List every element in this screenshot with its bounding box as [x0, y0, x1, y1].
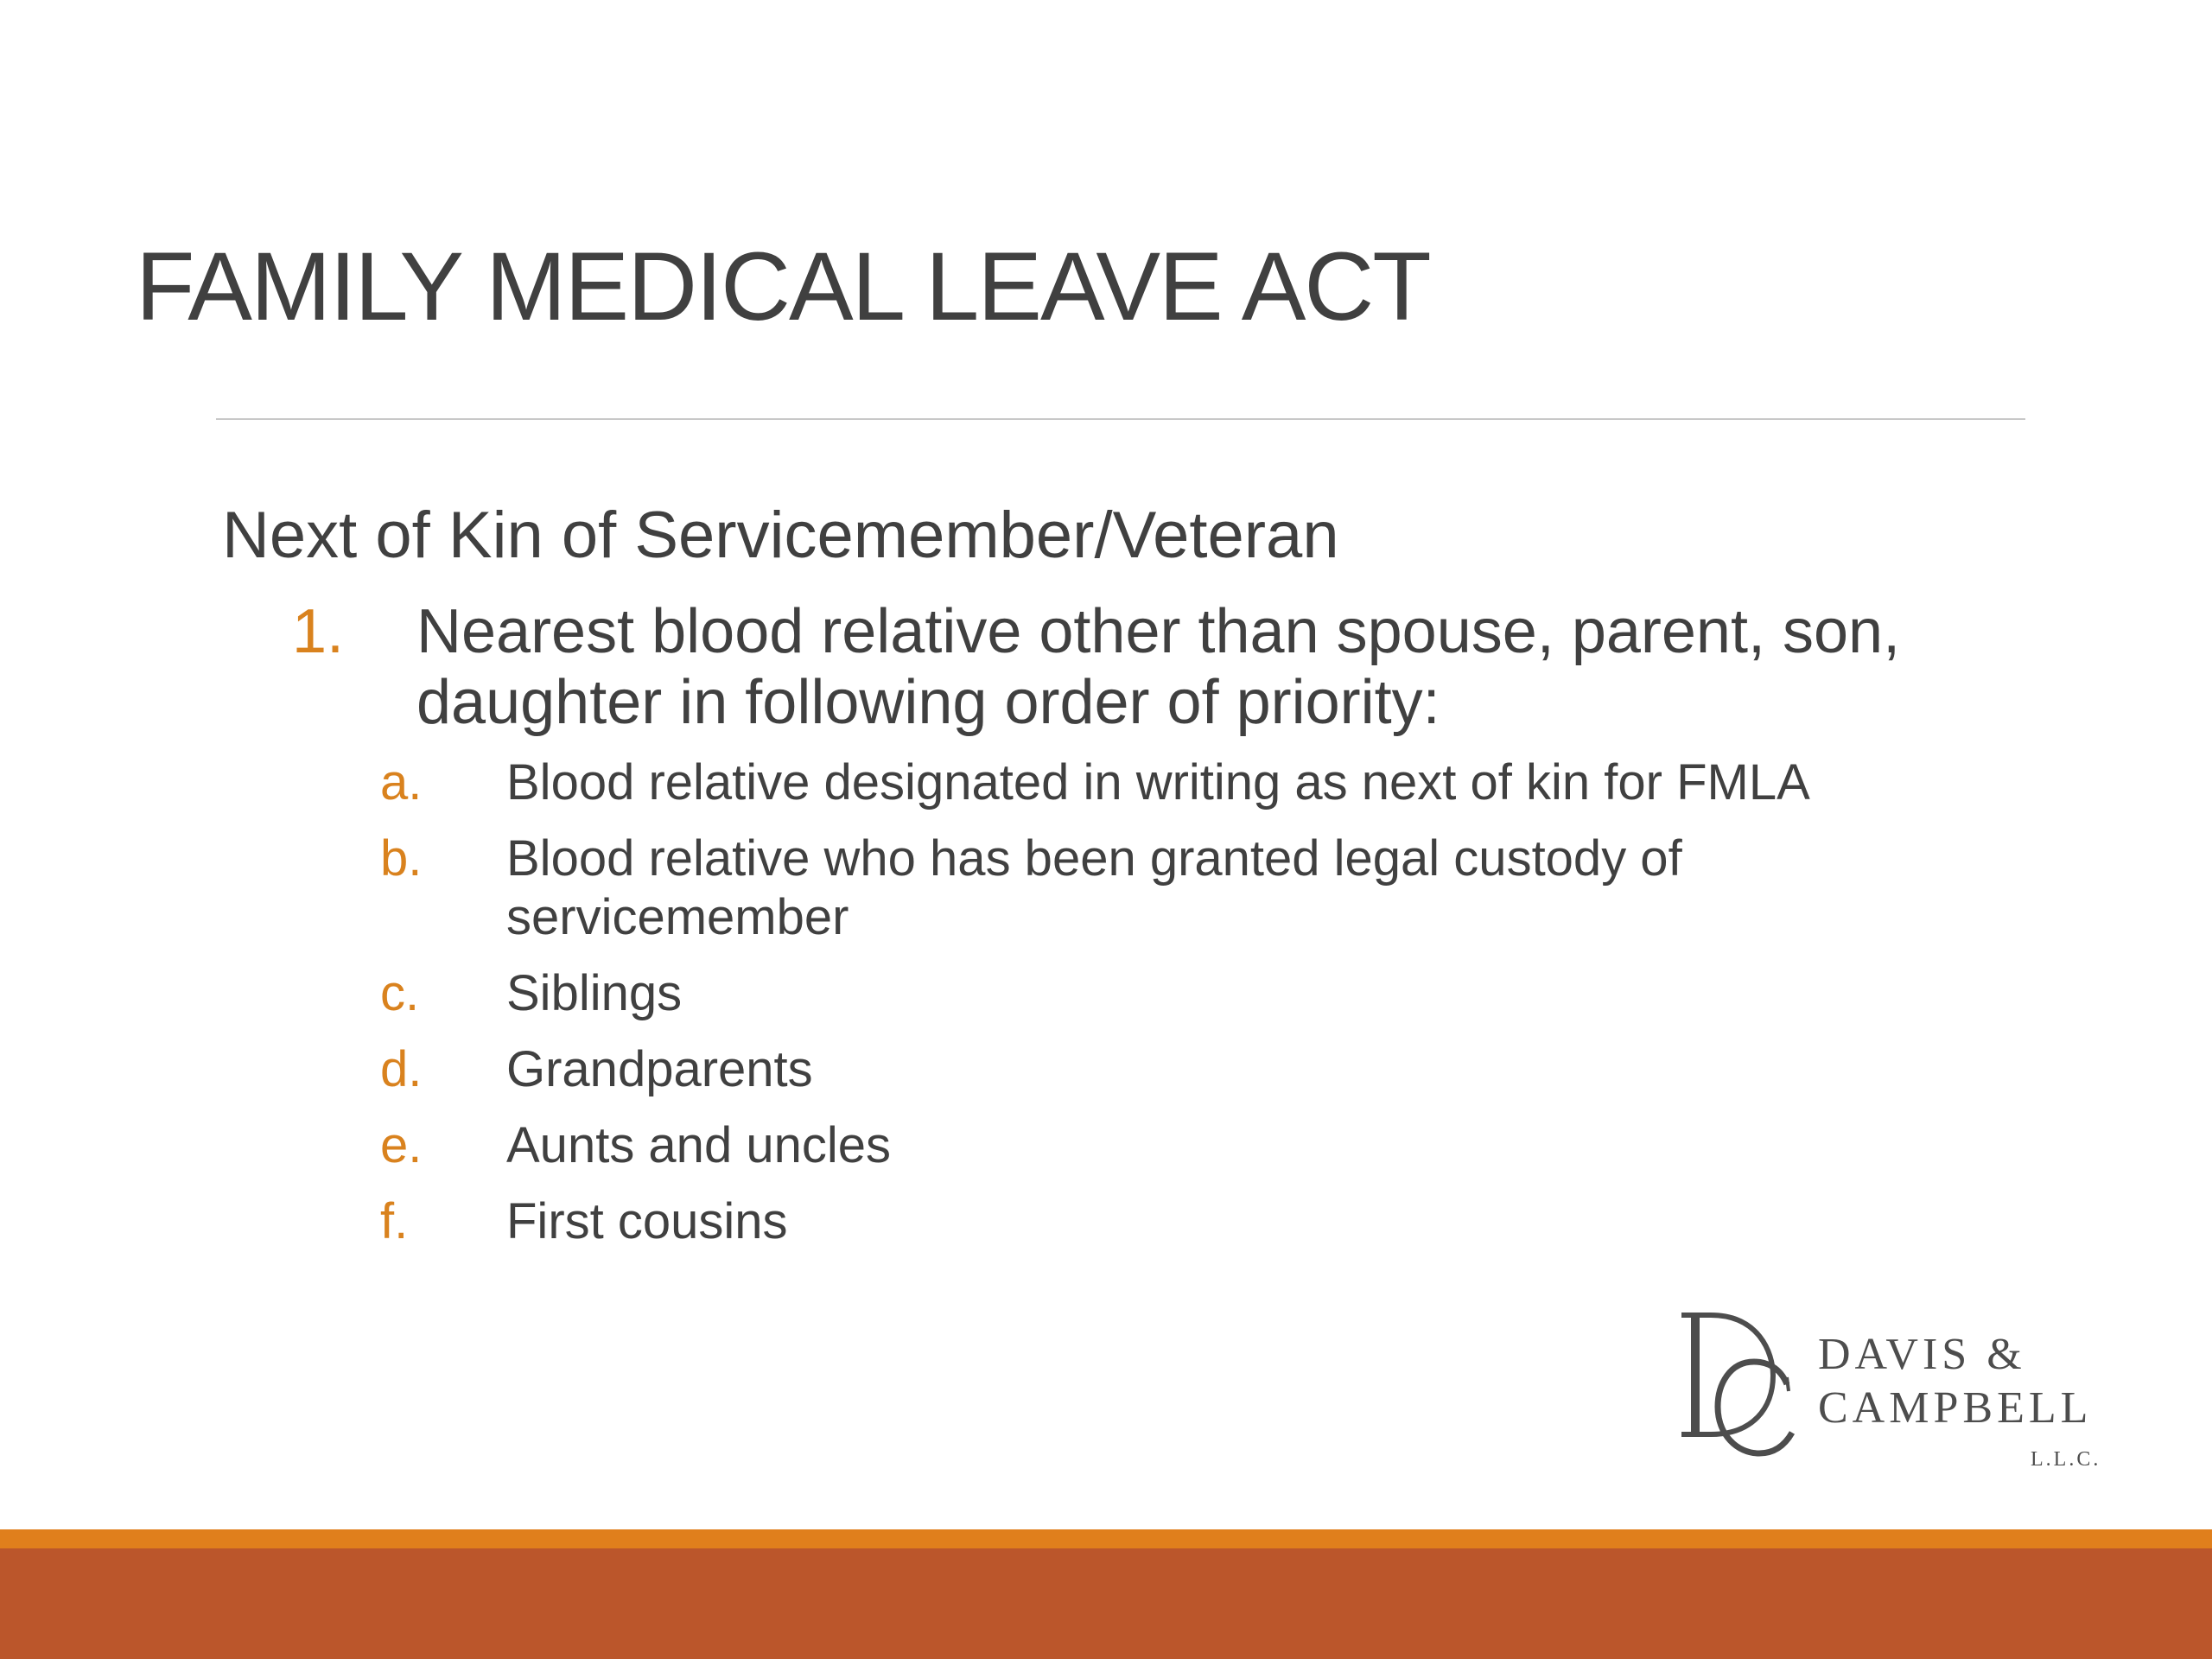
- company-logo: [1676, 1305, 2126, 1478]
- list-item: [380, 1116, 2022, 1175]
- list-item-text: Blood relative who has been granted legal custody of servicemember: [506, 830, 1682, 945]
- list-letter: e.: [380, 1117, 423, 1173]
- list-item: [380, 830, 2022, 947]
- list-item-text: Aunts and uncles: [506, 1117, 891, 1173]
- logo-name-line1: DAVIS &: [1818, 1330, 2026, 1379]
- list-item-text: Grandparents: [506, 1041, 813, 1097]
- list-item-text: First cousins: [506, 1193, 788, 1249]
- list-item: [380, 1192, 2022, 1251]
- list-letter: d.: [380, 1041, 423, 1097]
- slide-title: FAMILY MEDICAL LEAVE ACT: [136, 232, 1430, 340]
- list-letter: a.: [380, 754, 423, 810]
- list-item-text: Nearest blood relative other than spouse, parent, son, daughter in following order of priority:: [416, 597, 1901, 737]
- list-letter: c.: [380, 965, 420, 1021]
- list-letter: f.: [380, 1193, 409, 1249]
- list-letter: b.: [380, 830, 423, 887]
- priority-sublist: [380, 753, 2022, 1268]
- list-item: [380, 1040, 2022, 1099]
- list-item-text: Siblings: [506, 965, 683, 1021]
- list-item: [380, 964, 2022, 1023]
- list-item: [380, 753, 2022, 812]
- list-number: 1.: [292, 597, 345, 666]
- logo-suffix: L.L.C.: [2031, 1448, 2101, 1471]
- logo-name-line2: CAMPBELL: [1818, 1383, 2093, 1433]
- list-item-text: Blood relative designated in writing as next of kin for FMLA: [506, 754, 1810, 810]
- footer-band: [0, 1548, 2212, 1659]
- section-heading: Next of Kin of Servicemember/Veteran: [222, 499, 1339, 572]
- footer-accent-stripe: [0, 1529, 2212, 1548]
- dc-monogram-icon: [1676, 1305, 1806, 1460]
